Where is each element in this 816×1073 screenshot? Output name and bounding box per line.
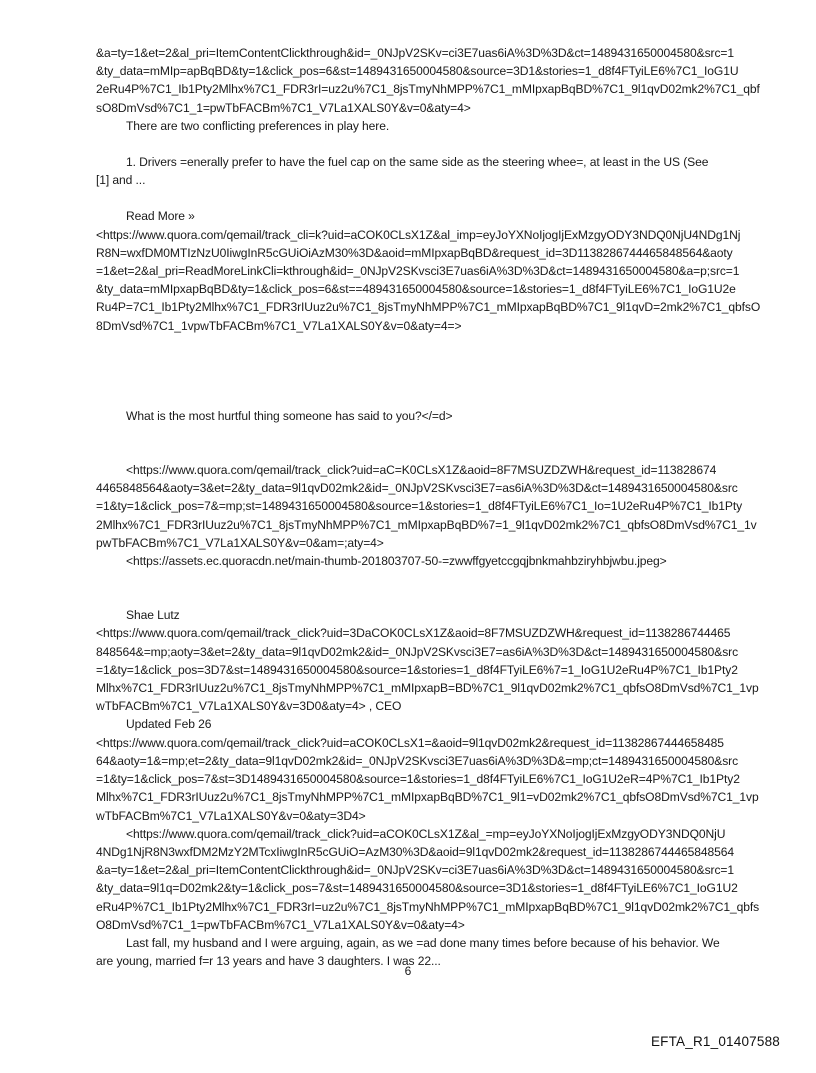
- intro-text: There are two conflicting preferences in play here.: [126, 118, 390, 133]
- document-id-footer: EFTA_R1_01407588: [650, 1034, 780, 1049]
- author-url-block[interactable]: <https://www.quora.com/qemail/track_click?uid=3DaCOK0CLsX1Z&aoid=8F7MSUZDZWH&request_id=1138286744465 848564&=mp;aoty=3&et=2&ty_data=9l1qvD02mk2&id=_0NJpV2SKvsci3E7=as6iA%3D%3D&ct=1489431650004580&src =1&ty=1&click_pos=3D7&st=1489431650004580&source=1&stories=1_d8f4FTyiLE6%7=1_IoG1U2eRu4P%7C1_Ib1Pty2 Mlhx%7C1_FDR3rIUuz2u%7C1_8jsTmyNhMPP%7C1_mMIpxapB=BD%7C1_9l1qvD02mk2%7C1_qbfsO8DmVsd%7C1_1vp wTbFACBm%7C1_V7La1XALS0Y&v=3D0&aty=4> , CEO: [96, 626, 759, 714]
- page-number: 6: [404, 964, 412, 978]
- answer-link-url-block[interactable]: <https://www.quora.com/qemail/track_click?uid=aCOK0CLsX1Z&al_=mp=eyJoYXNoIjogIjExMzgyODY3NDQ0NjU 4NDg1NjR8N3wxfDM2MzY2MTcxIiwgInR5cGUiO=AzM30%3D&aoid=9l1qvD02mk2&request_id=1138286744465848564 &a=ty=1&et=2&al_pri=ItemContentClickthrough&id=_0NJpV2SKv=ci3E7uas6iA%3D%3D&ct=1489431650004580&src=1 &ty_data=9l1q=D02mk2&ty=1&click_pos=7&st=1489431650004580&source=3D1&stories=1_d8f4FTyiLE6%7C1_IoG1U2 eRu4P%7C1_Ib1Pty2Mlhx%7C1_FDR3rI=uz2u%7C1_8jsTmyNhMPP%7C1_mMIpxapBqBD%7C1_9l1qvD02mk2%7C1_qbfs O8DmVsd%7C1_1=pwTbFACBm%7C1_V7La1XALS0Y&v=0&aty=4>: [96, 826, 760, 932]
- spacer: [96, 389, 776, 407]
- spacer: [96, 189, 776, 207]
- read-more-url-block[interactable]: <https://www.quora.com/qemail/track_cli=k?uid=aCOK0CLsX1Z&al_imp=eyJoYXNoIjogIjExMzgyODY3NDQ0NjU4NDg1Nj R8N=wxfDM0MTIzNzU0IiwgInR5cGUiOiAzM30%3D&aoid=mMIpxapBqBD&request_id=3D1138286744465848564&aoty =1&et=2&al_pri=ReadMoreLinkCli=kthrough&id=_0NJpV2SKvsci3E7uas6iA%3D%3D&ct=1489431650004580&a=p;src=1 &ty_data=mMIpxapBqBD&ty=1&click_pos=6&st==489431650004580&source=1&stories=1_d8f4FTyiLE6%7C1_IoG1U2e Ru4P=7C1_Ib1Pty2Mlhx%7C1_FDR3rIUuz2u%7C1_8jsTmyNhMPP%7C1_mMIpxapBqBD%7C1_9l1qvD=2mk2%7C1_qbfsO 8DmVsd%7C1_1vpwTbFACBm%7C1_V7La1XALS0Y&v=0&aty=4=>: [96, 227, 761, 333]
- spacer: [96, 425, 776, 461]
- answer-url-block[interactable]: <https://www.quora.com/qemail/track_click?uid=aCOK0CLsX1=&aoid=9l1qvD02mk2&request_id=11382867444658485 64&aoty=1&=mp;et=2&ty_data=9l1qvD02mk2&id=_0NJpV2SKvsci3E7uas6iA%3D%3D&=mp;ct=1489431650004580&src =1&ty=1&click_pos=7&st=3D1489431650004580&source=1&stories=1_d8f4FTyiLE6%7C1_IoG1U2eR=4P%7C1_Ib1Pty2 Mlhx%7C1_FDR3rIUuz2u%7C1_8jsTmyNhMPP%7C1_mMIpxapBqBD%7C1_9l1=vD02mk2%7C1_qbfsO8DmVsd%7C1_1vp wTbFACBm%7C1_V7La1XALS0Y&v=0&aty=3D4>: [96, 735, 759, 823]
- image-url[interactable]: <https://assets.ec.quoracdn.net/main-thumb-201803707-50-=zwwffgyetccgqjbnkmahbziryhbjwbu.jpeg>: [126, 554, 667, 569]
- document-page: [96, 44, 776, 970]
- answer-excerpt: 1. Drivers =enerally prefer to have the fuel cap on the same side as the steering whee=, at least in the US (See [1] and ...: [96, 155, 709, 188]
- tracking-url-block[interactable]: &a=ty=1&et=2&al_pri=ItemContentClickthrough&id=_0NJpV2SKv=ci3E7uas6iA%3D%3D&ct=1489431650004580&src=1 &ty_data=mMIp=apBqBD&ty=1&click_pos=6&st=1489431650004580&source=3D1&stories=1_d8f4FTyiLE6%7C1_IoG1U 2eRu4P%7C1_Ib1Pty2Mlhx%7C1_FDR3rI=uz2u%7C1_8jsTmyNhMPP%7C1_mMIpxapBqBD%7C1_9l1qvD02mk2%7C1_qbf sO8DmVsd%7C1_1=pwTbFACBm%7C1_V7La1XALS0Y&v=0&aty=4>: [96, 46, 760, 115]
- question-title: What is the most hurtful thing someone has said to you?</=d>: [126, 408, 453, 423]
- question-url-block[interactable]: <https://www.quora.com/qemail/track_click?uid=aC=K0CLsX1Z&aoid=8F7MSUZDZWH&request_id=113828674 4465848564&aoty=3&et=2&ty_data=9l1qvD02mk2&id=_0NJpV2SKvsci3E7=as6iA%3D%3D&ct=1489431650004580&src =1&ty=1&click_pos=7&=mp;st=1489431650004580&source=1&stories=1_d8f4FTyiLE6%7C1_Io=1U2eRu4P%7C1_Ib1Pty 2Mlhx%7C1_FDR3rIUuz2u%7C1_8jsTmyNhMPP%7C1_mMIpxapBqBD%7=1_9l1qvD02mk2%7C1_qbfsO8DmVsd%7C1_1v pwTbFACBm%7C1_V7La1XALS0Y&v=0&am=;aty=4>: [96, 463, 757, 550]
- author-name: Shae Lutz: [126, 608, 180, 623]
- read-more-link[interactable]: Read More »: [126, 209, 195, 224]
- answer-story-text: Last fall, my husband and I were arguing, again, as we =ad done many times before because of his behavior. We are young, married f=r 13 years and have 3 daughters. I was 22...: [96, 935, 720, 969]
- spacer: [96, 135, 776, 153]
- updated-date: Updated Feb 26: [126, 717, 212, 732]
- spacer: [96, 570, 776, 606]
- spacer: [96, 335, 776, 389]
